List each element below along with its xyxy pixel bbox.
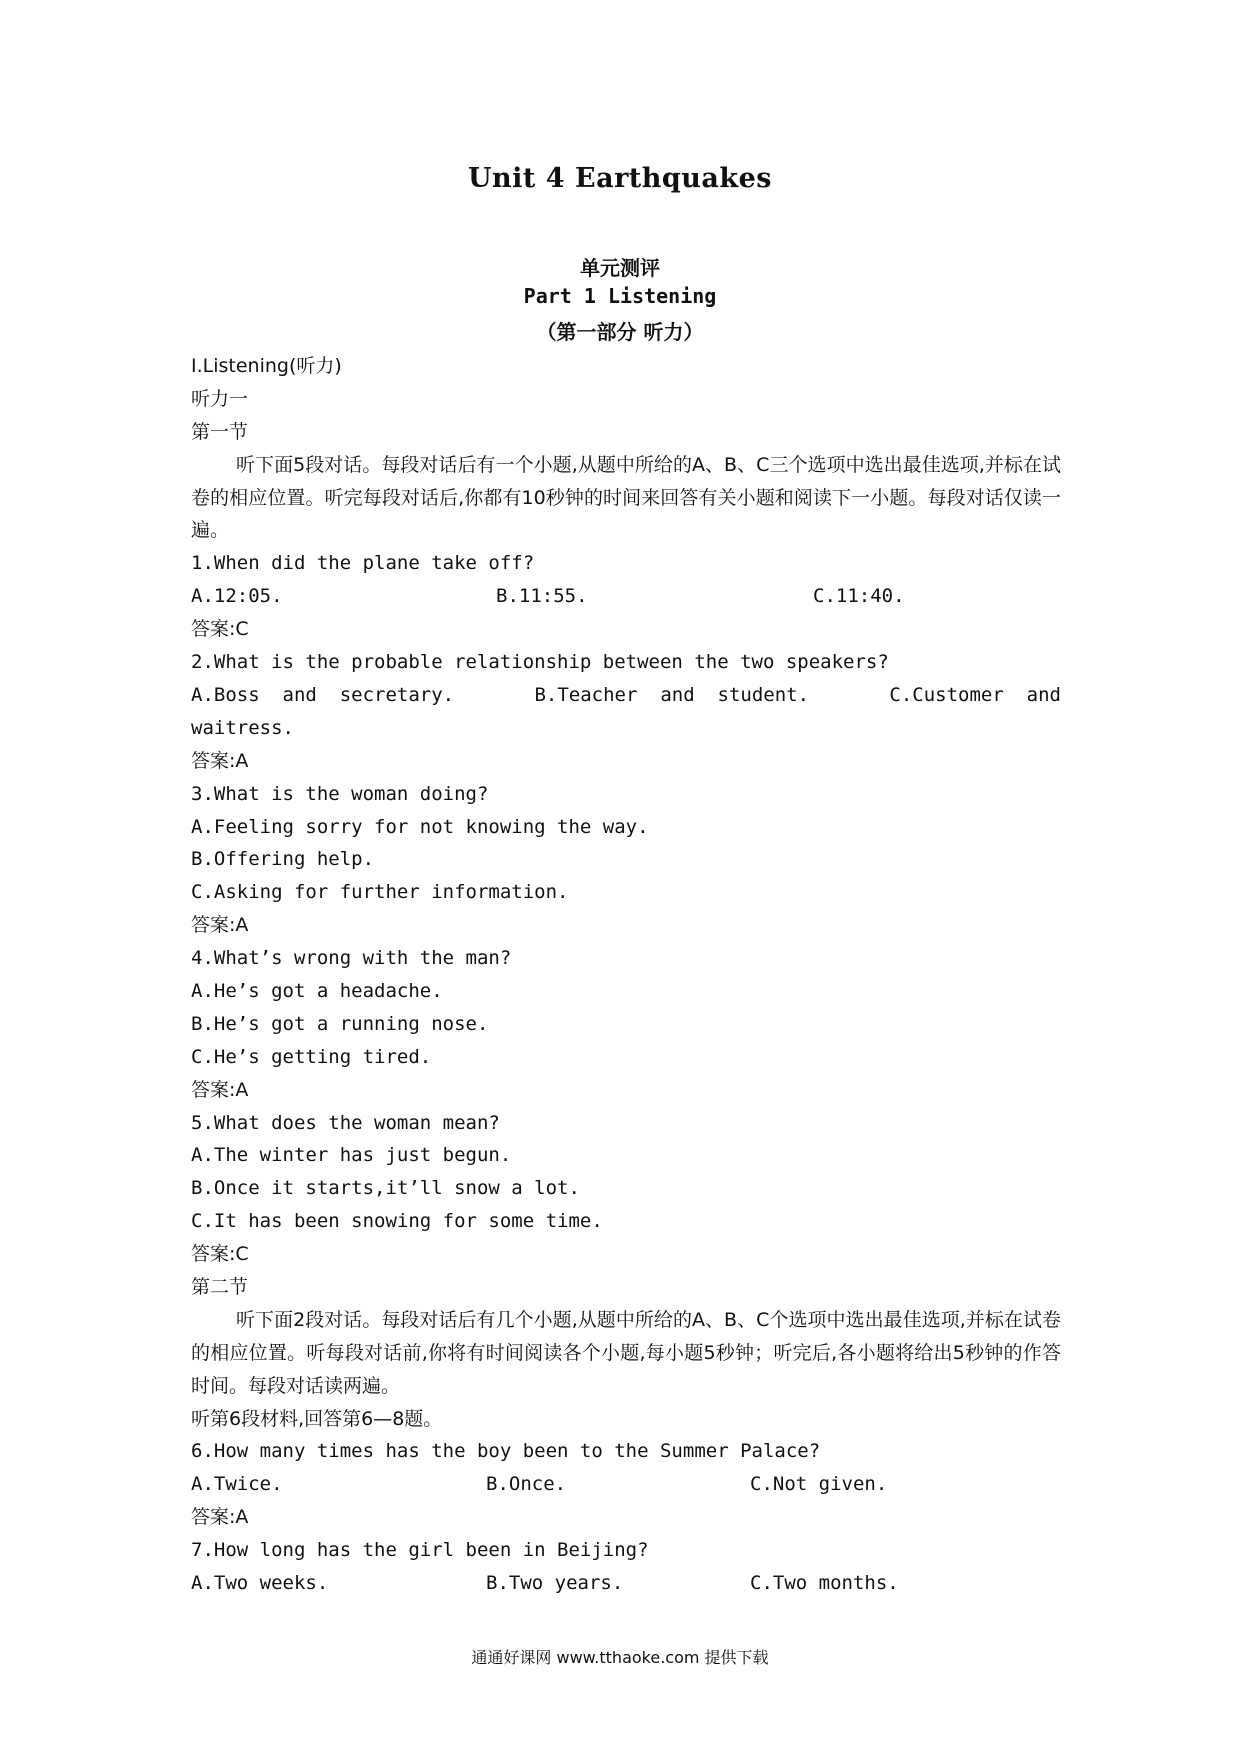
option-c: C.Two months. xyxy=(750,1572,899,1595)
answer-2: 答案:A xyxy=(191,749,249,772)
question-4: 4.What’s wrong with the man? xyxy=(191,947,512,970)
answer-1: 答案:C xyxy=(191,618,249,641)
option-b: B.Teacher and student. xyxy=(534,683,810,706)
unit-title: Unit 4 Earthquakes xyxy=(468,163,772,194)
option-b: B.11:55. xyxy=(496,585,588,608)
part-heading-cn: （第一部分 听力） xyxy=(536,320,704,344)
answer-5: 答案:C xyxy=(191,1243,249,1266)
listening-one-label: 听力一 xyxy=(191,387,249,410)
option-b: B.He’s got a running nose. xyxy=(191,1012,489,1035)
option-b: B.Once it starts,it’ll snow a lot. xyxy=(191,1177,580,1200)
section-heading: Ⅰ.Listening(听力) xyxy=(191,355,342,377)
option-a: A.He’s got a headache. xyxy=(191,979,443,1002)
option-c-continued: waitress. xyxy=(191,716,294,739)
option-c: C.It has been snowing for some time. xyxy=(191,1210,603,1233)
option-c: C.Customer and xyxy=(889,683,1061,706)
question-1: 1.When did the plane take off? xyxy=(191,552,535,575)
answer-4: 答案:A xyxy=(191,1078,249,1101)
option-b: B.Two years. xyxy=(486,1572,624,1595)
material-6-heading: 听第6段材料,回答第6—8题。 xyxy=(191,1407,443,1430)
option-a: A.Two weeks. xyxy=(191,1572,329,1595)
option-c: C.He’s getting tired. xyxy=(191,1045,432,1068)
question-7-options xyxy=(191,1567,1061,1600)
answer-3: 答案:A xyxy=(191,914,249,937)
option-a: A.The winter has just begun. xyxy=(191,1144,512,1167)
question-1-options xyxy=(191,580,1061,613)
section-two-label: 第二节 xyxy=(191,1275,249,1298)
option-c: C.Not given. xyxy=(750,1473,888,1496)
option-c: C.11:40. xyxy=(813,585,905,608)
question-5: 5.What does the woman mean? xyxy=(191,1111,500,1134)
question-7: 7.How long has the girl been in Beijing? xyxy=(191,1539,649,1562)
section-one-label: 第一节 xyxy=(191,420,249,443)
question-6: 6.How many times has the boy been to the Summer Palace? xyxy=(191,1440,821,1463)
option-b: B.Offering help. xyxy=(191,848,375,871)
question-2-options xyxy=(191,679,1061,712)
option-a: A.12:05. xyxy=(191,585,283,608)
question-2: 2.What is the probable relationship between the two speakers? xyxy=(191,651,889,674)
footer-download-note: 通通好课网 www.tthaoke.com 提供下载 xyxy=(471,1648,769,1667)
section-two-instructions: 听下面2段对话。每段对话后有几个小题,从题中所给的A、B、C个选项中选出最佳选项,并标在试卷的相应位置。听每段对话前,你将有时间阅读各个小题,每小题5秒钟；听完后,各小题将给出5秒钟的作答时间。每段对话读两遍。 xyxy=(191,1308,1061,1397)
option-a: A.Feeling sorry for not knowing the way. xyxy=(191,815,649,838)
option-b: B.Once. xyxy=(486,1473,567,1496)
option-a: A.Boss and secretary. xyxy=(191,683,455,706)
section-one-instructions: 听下面5段对话。每段对话后有一个小题,从题中所给的A、B、C三个选项中选出最佳选项,并标在试卷的相应位置。听完每段对话后,你都有10秒钟的时间来回答有关小题和阅读下一小题。每段对话仅读一遍。 xyxy=(191,453,1061,542)
document-body xyxy=(191,350,1061,1600)
unit-test-heading: 单元测评 xyxy=(580,256,660,280)
option-c: C.Asking for further information. xyxy=(191,881,569,904)
question-6-options xyxy=(191,1468,1061,1501)
option-a: A.Twice. xyxy=(191,1473,283,1496)
part-heading: Part 1 Listening xyxy=(523,284,717,308)
answer-6: 答案:A xyxy=(191,1506,249,1529)
question-3: 3.What is the woman doing? xyxy=(191,782,489,805)
